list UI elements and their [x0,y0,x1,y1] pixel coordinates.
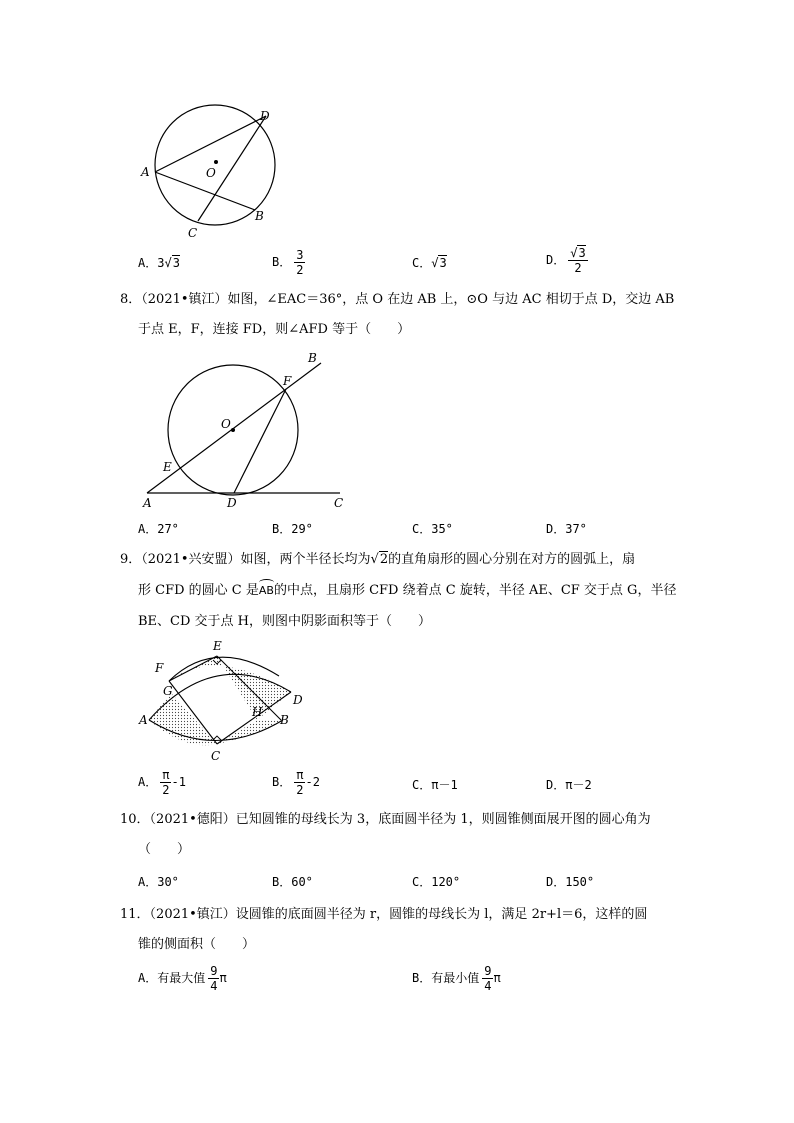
q10-option-d: D．150° [546,875,595,889]
q8-label-c: C [334,496,344,510]
q8-label-a: A [143,496,152,510]
q11-option-a: A．有最大值 $\frac{9}{4}$ π [138,964,227,993]
q10-option-b: B．60° [272,875,313,889]
q8-option-a: A．27° [138,522,179,536]
q11-stem-line2: 锥的侧面积（ ） [138,937,256,952]
q9-label-c: C [211,749,221,763]
q9-label-h: H [252,705,263,719]
q9-option-c: C．π－1 [412,778,458,792]
q8-label-f: F [283,374,292,388]
q8-figure [135,345,365,515]
q9-figure [135,636,325,766]
q11-stem-line1: 11．（2021•镇江）设圆锥的底面圆半径为 r，圆锥的母线长为 l，满足 2r+l＝6，这样的圆 [120,907,648,922]
q7-label-d: D [260,109,270,123]
q9-label-a: A [139,713,148,727]
q8-option-d: D．37° [546,522,587,536]
q7-option-d: D． $\frac{√3}{2}$ [546,246,586,275]
q9-option-b: B． $\frac{\pi}{2}$ -2 [272,768,320,797]
q10-option-c: C．120° [412,875,461,889]
q7-option-c: C．√3 [412,256,447,270]
q9-stem-line3: BE、CD 交于点 H，则图中阴影面积等于（ ） [138,614,432,629]
q9-option-d: D．π－2 [546,778,592,792]
q8-stem-line2: 于点 E，F，连接 FD，则∠AFD 等于（ ） [138,322,411,337]
q7-label-a: A [141,165,150,179]
q10-stem-line1: 10．（2021•德阳）已知圆锥的母线长为 3，底面圆半径为 1，则圆锥侧面展开图的圆心角为 [120,812,651,827]
q7-option-b: B． $\frac{3}{2}$ [272,248,304,277]
q8-option-c: C．35° [412,522,453,536]
q11-option-b: B．有最小值 $\frac{9}{4}$ π [412,964,501,993]
q9-option-a: A． $\frac{\pi}{2}$ -1 [138,768,186,797]
q8-label-e: E [163,460,172,474]
q9-stem-line1: 9．（2021•兴安盟）如图，两个半径长均为√2的直角扇形的圆心分别在对方的圆弧上，扇 [120,552,636,567]
q8-label-o: O [221,417,231,431]
q8-label-b: B [308,351,317,365]
q9-label-b: B [280,713,289,727]
q9-label-d: D [293,693,303,707]
q9-label-f: F [155,661,164,675]
q8-option-b: B．29° [272,522,313,536]
q7-option-a: A．3√3 [138,256,180,270]
q7-label-o: O [206,166,216,180]
q8-label-d: D [227,496,237,510]
q9-label-g: G [163,684,173,698]
q10-stem-line2: （ ） [138,842,191,857]
q7-label-b: B [255,209,264,223]
q10-option-a: A．30° [138,875,179,889]
q9-stem-line2: 形 CFD 的圆心 C 是AB的中点，且扇形 CFD 绕着点 C 旋转，半径 AE、CF 交于点 G，半径 [138,583,677,598]
q8-stem-line1: 8．（2021•镇江）如图，∠EAC＝36°，点 O 在边 AB 上，⊙O 与边 AC 相切于点 D，交边 AB [120,292,675,307]
q9-label-e: E [213,639,222,653]
q7-figure [130,95,290,245]
q7-label-c: C [188,226,198,240]
